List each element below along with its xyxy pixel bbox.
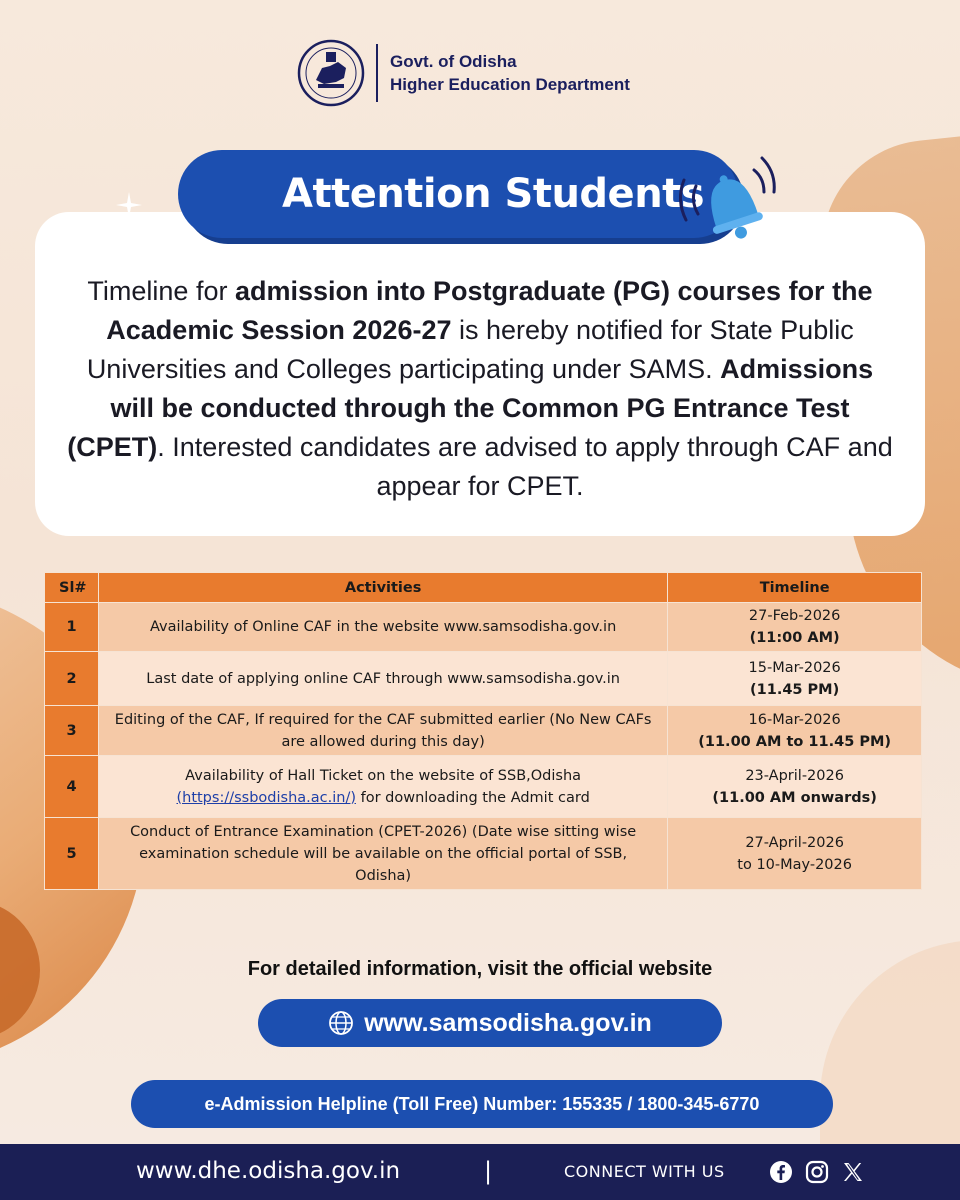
header-text bbox=[390, 50, 630, 96]
attention-title: Attention Students bbox=[282, 171, 705, 217]
row-time: (11.00 AM onwards) bbox=[712, 789, 877, 806]
row-date: 27-April-2026 bbox=[745, 834, 844, 851]
row-date: 16-Mar-2026 bbox=[748, 711, 841, 728]
row-time: (11.45 PM) bbox=[750, 681, 840, 698]
header-department: Higher Education Department bbox=[390, 75, 630, 94]
row-timeline bbox=[668, 818, 922, 890]
intro-bold-1: admission into Postgraduate (PG) courses for the Academic Session 2026-27 bbox=[106, 276, 873, 345]
header bbox=[296, 38, 630, 108]
website-label: www.samsodisha.gov.in bbox=[364, 1008, 652, 1037]
row-timeline bbox=[668, 756, 922, 818]
row-time: to 10-May-2026 bbox=[737, 856, 852, 873]
connect-label: CONNECT WITH US bbox=[564, 1162, 725, 1181]
header-divider bbox=[376, 44, 378, 102]
bottom-bar bbox=[0, 1144, 960, 1200]
timeline-table bbox=[44, 572, 922, 890]
table-row bbox=[45, 706, 922, 756]
row-date: 15-Mar-2026 bbox=[748, 659, 841, 676]
table-row bbox=[45, 756, 922, 818]
intro-text-2: is hereby notified for State Public Universities and Colleges participating under SAMS. bbox=[86, 315, 854, 384]
row-sl: 2 bbox=[45, 652, 99, 706]
bell-icon bbox=[670, 150, 790, 250]
row-timeline bbox=[668, 652, 922, 706]
facebook-icon[interactable] bbox=[768, 1159, 794, 1185]
intro-text-3: . Interested candidates are advised to apply through CAF and appear for CPET. bbox=[157, 432, 893, 501]
intro-bold-2: Admissions will be conducted through the Common PG Entrance Test (CPET) bbox=[67, 354, 874, 462]
header-govt: Govt. of Odisha bbox=[390, 52, 517, 71]
row-sl: 3 bbox=[45, 706, 99, 756]
globe-icon bbox=[328, 1010, 354, 1036]
table-row bbox=[45, 818, 922, 890]
row-date: 27-Feb-2026 bbox=[748, 608, 841, 624]
row-activity bbox=[98, 756, 667, 818]
row-activity: Conduct of Entrance Examination (CPET-2026) (Date wise sitting wise examination schedule will be available on the official portal of SSB, Odisha) bbox=[98, 818, 667, 890]
x-icon[interactable] bbox=[840, 1159, 866, 1185]
row-sl: 5 bbox=[45, 818, 99, 890]
row-sl: 1 bbox=[45, 603, 99, 652]
row-date: 23-April-2026 bbox=[745, 767, 844, 784]
ssb-link[interactable]: (https://ssbodisha.ac.in/) bbox=[176, 789, 356, 806]
intro-card bbox=[35, 212, 925, 536]
row-activity: Editing of the CAF, If required for the CAF submitted earlier (No New CAFs are allowed during this day) bbox=[98, 706, 667, 756]
header-activities: Activities bbox=[98, 573, 667, 603]
detail-text: For detailed information, visit the official website bbox=[247, 958, 713, 980]
row-activity: Last date of applying online CAF through www.samsodisha.gov.in bbox=[98, 652, 667, 706]
header-timeline: Timeline bbox=[668, 573, 922, 603]
row-time: (11.00 AM to 11.45 PM) bbox=[698, 733, 892, 750]
row-activity-line2: for downloading the Admit card bbox=[355, 789, 590, 806]
attention-banner bbox=[178, 150, 738, 238]
table-header-row bbox=[45, 573, 922, 603]
table-row bbox=[45, 652, 922, 706]
row-time: (11:00 AM) bbox=[749, 630, 840, 646]
header-sl: Sl# bbox=[45, 573, 99, 603]
helpline-label: e-Admission Helpline (Toll Free) Number: 155335 / 1800-345-6770 bbox=[204, 1093, 760, 1114]
odisha-emblem-icon bbox=[296, 38, 366, 108]
intro-text-1: Timeline for bbox=[87, 276, 235, 306]
social-icons bbox=[768, 1159, 866, 1185]
helpline-banner bbox=[131, 1080, 833, 1128]
table-row bbox=[45, 603, 922, 652]
row-activity: Availability of Online CAF in the website www.samsodisha.gov.in bbox=[98, 603, 667, 652]
bottom-separator: | bbox=[484, 1157, 493, 1185]
row-timeline bbox=[668, 706, 922, 756]
row-sl: 4 bbox=[45, 756, 99, 818]
instagram-icon[interactable] bbox=[804, 1159, 830, 1185]
row-activity-line1: Availability of Hall Ticket on the website of SSB,Odisha bbox=[185, 767, 582, 784]
row-timeline bbox=[668, 603, 922, 652]
website-button[interactable] bbox=[258, 999, 722, 1047]
dhe-website-link[interactable]: www.dhe.odisha.gov.in bbox=[136, 1158, 401, 1184]
